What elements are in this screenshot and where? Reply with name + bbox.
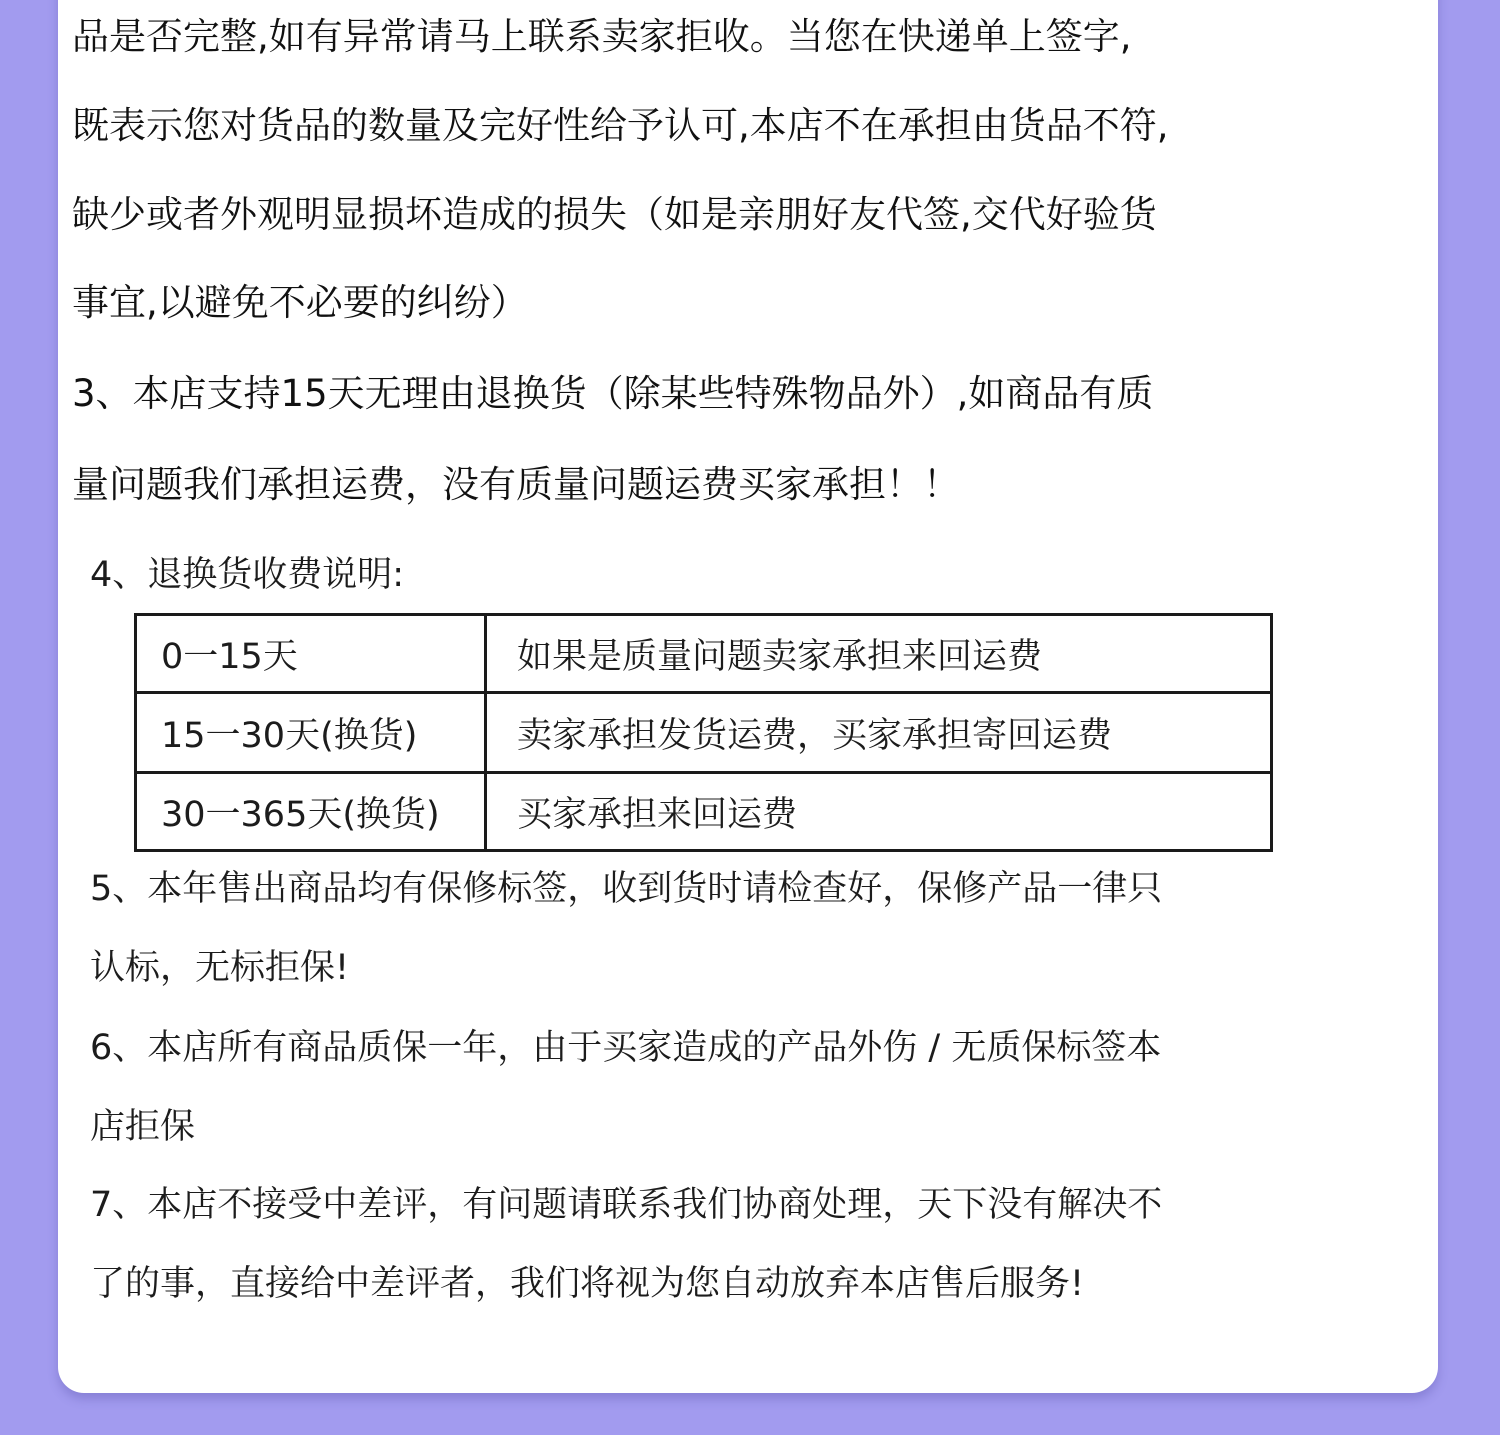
policy-item-3-line: 量问题我们承担运费，没有质量问题运费买家承担！！ xyxy=(72,463,960,506)
fee-table xyxy=(134,613,1273,852)
fee-rule-cell: 买家承担来回运费 xyxy=(486,773,1272,851)
policy-item-7-line: 了的事，直接给中差评者，我们将视为您自动放弃本店售后服务! xyxy=(90,1264,1085,1304)
policy-item-6-line: 6、本店所有商品质保一年，由于买家造成的产品外伤 / 无质保标签本 xyxy=(90,1028,1162,1068)
table-row xyxy=(136,773,1272,851)
fee-period-cell: 30一365天(换货) xyxy=(136,773,486,851)
paragraph-line: 既表示您对货品的数量及完好性给予认可,本店不在承担由货品不符, xyxy=(72,104,1169,147)
policy-item-5-line: 5、本年售出商品均有保修标签，收到货时请检查好，保修产品一律只 xyxy=(90,869,1163,909)
policy-item-5-line: 认标，无标拒保! xyxy=(90,948,350,988)
paragraph-line: 品是否完整,如有异常请马上联系卖家拒收。当您在快递单上签字, xyxy=(72,15,1132,58)
fee-period-cell: 15一30天(换货) xyxy=(136,693,486,773)
fee-period-cell: 0一15天 xyxy=(136,615,486,693)
table-row xyxy=(136,615,1272,693)
policy-item-3-line: 3、本店支持15天无理由退换货（除某些特殊物品外）,如商品有质 xyxy=(72,372,1154,415)
fee-rule-cell: 卖家承担发货运费，买家承担寄回运费 xyxy=(486,693,1272,773)
fee-rule-cell: 如果是质量问题卖家承担来回运费 xyxy=(486,615,1272,693)
table-row xyxy=(136,693,1272,773)
fee-table-heading: 4、退换货收费说明: xyxy=(90,555,405,595)
paragraph-line: 事宜,以避免不必要的纠纷） xyxy=(72,281,528,324)
policy-item-6-line: 店拒保 xyxy=(90,1107,196,1147)
paragraph-line: 缺少或者外观明显损坏造成的损失（如是亲朋好友代签,交代好验货 xyxy=(72,193,1157,236)
policy-item-7-line: 7、本店不接受中差评，有问题请联系我们协商处理，天下没有解决不 xyxy=(90,1185,1163,1225)
